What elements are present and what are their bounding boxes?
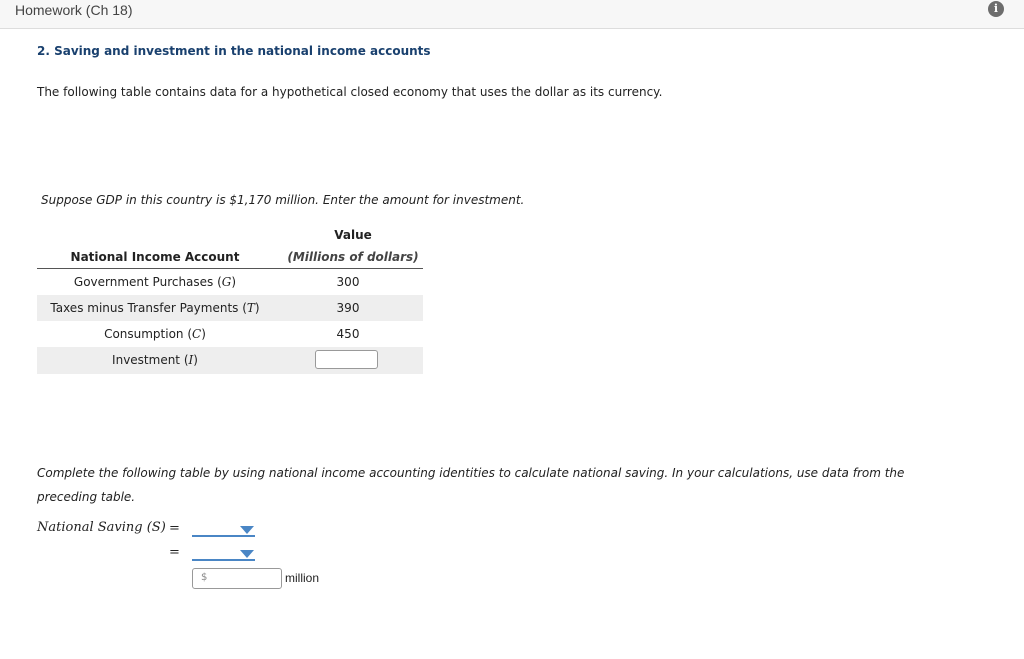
equals-sign: = bbox=[169, 545, 180, 560]
question-prompt: Suppose GDP in this country is $1,170 million. Enter the amount for investment. bbox=[41, 193, 525, 207]
assignment-title: Homework (Ch 18) bbox=[15, 2, 133, 18]
unit-label: million bbox=[285, 571, 320, 585]
account-label: Consumption (C) bbox=[104, 327, 206, 341]
table-row bbox=[37, 269, 423, 295]
table-row bbox=[37, 347, 423, 374]
question-intro: The following table contains data for a hypothetical closed economy that uses the dollar as its currency. bbox=[37, 85, 663, 99]
value-header: Value bbox=[334, 228, 372, 242]
question-title: 2. Saving and investment in the national income accounts bbox=[37, 44, 431, 58]
dollar-prefix: $ bbox=[201, 572, 208, 583]
saving-instructions: Complete the following table by using national income accounting identities to calculate national saving. In your calculations, use data from the preceding table. bbox=[37, 466, 905, 504]
table-row bbox=[37, 321, 423, 347]
units-header: (Millions of dollars) bbox=[287, 250, 419, 264]
national-saving-label: National Saving (S) bbox=[37, 520, 166, 535]
account-value: 450 bbox=[336, 327, 360, 341]
account-label: Taxes minus Transfer Payments (T) bbox=[50, 301, 260, 315]
account-label: Government Purchases (G) bbox=[73, 275, 237, 289]
chevron-down-icon bbox=[240, 526, 254, 534]
info-icon[interactable]: i bbox=[988, 1, 1004, 17]
chevron-down-icon bbox=[240, 550, 254, 558]
account-header: National Income Account bbox=[70, 250, 240, 264]
account-value: 300 bbox=[336, 275, 360, 289]
account-label: Investment (I) bbox=[112, 353, 198, 367]
equals-sign: = bbox=[169, 521, 180, 536]
account-value: 390 bbox=[336, 301, 360, 315]
table-row bbox=[37, 295, 423, 321]
national-saving-input[interactable] bbox=[192, 568, 282, 589]
table-header-row bbox=[37, 247, 423, 269]
saving-formula-dropdown-2[interactable] bbox=[192, 545, 255, 561]
saving-formula-dropdown-1[interactable] bbox=[192, 521, 255, 537]
investment-input[interactable] bbox=[315, 350, 378, 369]
top-header bbox=[0, 0, 1024, 29]
